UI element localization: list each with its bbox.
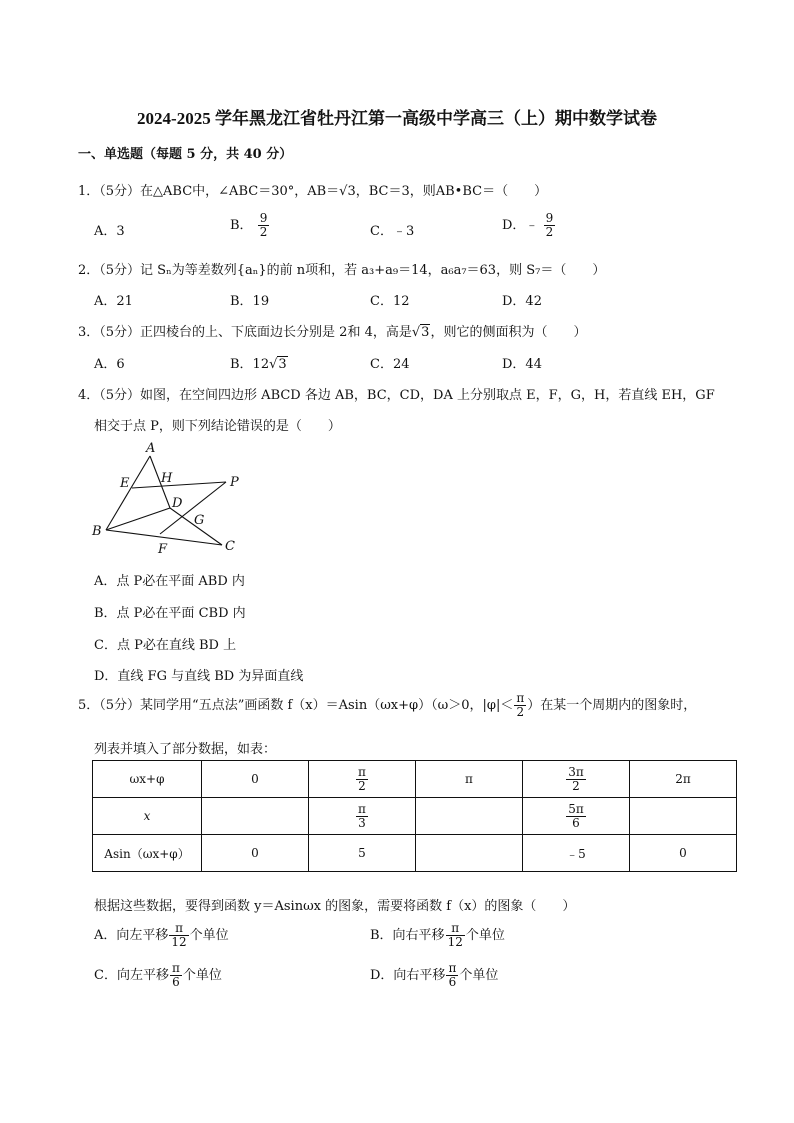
q2-option-d: D．42: [502, 294, 542, 309]
q4-option-d: D．直线 FG 与直线 BD 为异面直线: [94, 669, 304, 684]
fraction-numerator: 3π: [568, 764, 584, 779]
q1-option-b-label: B．: [230, 218, 253, 233]
q2-option-c: C．12: [370, 294, 410, 309]
q3-option-b-radicand: 3: [278, 357, 287, 372]
q3-option-b: B．12√3: [230, 357, 287, 372]
table-cell: [523, 798, 630, 835]
fraction-numerator: π: [171, 961, 180, 975]
question-2-stem: 2．（5分）记 Sₙ为等差数列{aₙ}的前 n项和，若 a₃+a₉＝14，a₆a₇＝63，则 S₇＝（ ）: [78, 263, 606, 278]
question-1-stem: 1．（5分）在△ABC中，∠ABC＝30°，AB＝√3，BC＝3，则AB•BC＝（ ）: [78, 184, 548, 199]
label-f: F: [158, 542, 168, 557]
fraction-denominator: 2: [259, 225, 268, 239]
page-title: 2024-2025 学年黑龙江省牡丹江第一高级中学高三（上）期中数学试卷: [137, 109, 657, 128]
q3-option-d: D．44: [502, 357, 542, 372]
q1-option-b-fraction: [258, 212, 270, 239]
table-row: [93, 835, 737, 872]
q3-option-a: A．6: [94, 357, 125, 372]
cell-fraction: [356, 766, 368, 793]
q3-option-c: C．24: [370, 357, 410, 372]
q5-option-b-unit: 个单位: [465, 928, 505, 943]
table-header-cell: ωx+φ: [93, 761, 202, 798]
q1-option-d-fraction: [544, 212, 556, 239]
question-5-question: 根据这些数据，要得到函数 y＝Asinωx 的图象，需要将函数 f（x）的图象（ ）: [94, 899, 576, 914]
fraction-denominator: 6: [172, 975, 180, 989]
q2-option-b: B．19: [230, 294, 270, 309]
table-row: [93, 798, 737, 835]
fraction-numerator: π: [169, 922, 188, 936]
label-a: A: [146, 441, 156, 456]
fraction-numerator: π: [358, 764, 366, 779]
q4-option-a: A．点 P必在平面 ABD 内: [94, 574, 245, 589]
q2-option-a: A．21: [94, 294, 133, 309]
q5-option-a-label: A．向左平移: [94, 928, 169, 943]
table-cell: [309, 761, 416, 798]
q5-option-c-fraction: [170, 962, 182, 989]
table-cell: [202, 798, 309, 835]
table-cell: [416, 798, 523, 835]
q5-option-d-label: D．向右平移: [370, 968, 446, 983]
section-heading: 一、单选题（每题 5 分，共 40 分）: [78, 147, 293, 162]
table-cell: [309, 798, 416, 835]
q1-option-d-label: D．﹣: [502, 218, 539, 233]
q3-option-b-label: B．12: [230, 357, 270, 372]
fraction-denominator: 2: [572, 778, 580, 793]
fraction-denominator: 2: [545, 225, 554, 239]
table-header-cell: x: [93, 798, 202, 835]
q1-option-a: A．3: [94, 224, 125, 239]
fraction-numerator: 9: [259, 211, 268, 225]
q3-stem-tail: ，则它的侧面积为（ ）: [430, 325, 587, 340]
table-cell: 0: [202, 761, 309, 798]
fraction-numerator: π: [446, 922, 465, 936]
cell-fraction: [356, 803, 368, 830]
edge-bd: [106, 508, 170, 530]
q5-option-a-unit: 个单位: [189, 928, 229, 943]
label-p: P: [230, 475, 239, 490]
fraction-denominator: 6: [448, 975, 457, 989]
table-cell: 0: [630, 835, 737, 872]
fraction-numerator: π: [448, 961, 457, 975]
q5-option-d-fraction: [446, 962, 458, 989]
five-point-table: [92, 760, 737, 872]
line-ehp: [132, 482, 226, 488]
q3-radicand: 3: [421, 325, 430, 340]
fraction-denominator: 2: [358, 778, 366, 793]
question-5-stem-line1: [78, 692, 696, 719]
fraction-numerator: π: [358, 801, 366, 816]
table-row: [93, 761, 737, 798]
table-cell: [416, 835, 523, 872]
fraction-denominator: 2: [516, 705, 525, 719]
q5-option-a: [94, 922, 229, 949]
cell-fraction: [566, 803, 586, 830]
quadrilateral-figure: [88, 440, 258, 560]
fraction-denominator: 3: [358, 815, 366, 830]
table-cell: [630, 798, 737, 835]
question-5-stem-line2: 列表并填入了部分数据，如表：: [94, 742, 277, 757]
q5-option-a-fraction: [169, 922, 188, 949]
fraction-denominator: 6: [572, 815, 580, 830]
q5-stem-text: 5．（5分）某同学用“五点法”画函数 f（x）＝Asin（ωx+φ）（ω＞0，|φ|＜: [78, 698, 514, 713]
q1-option-d: [502, 212, 556, 239]
label-e: E: [120, 476, 130, 491]
q4-option-c: C．点 P必在直线 BD 上: [94, 638, 237, 653]
table-cell: π: [416, 761, 523, 798]
q5-option-d-unit: 个单位: [459, 968, 499, 983]
label-d: D: [172, 496, 183, 511]
fraction-numerator: 9: [545, 211, 554, 225]
q4-option-b: B．点 P必在平面 CBD 内: [94, 606, 246, 621]
q3-stem-text: 3．（5分）正四棱台的上、下底面边长分别是 2和 4，高是: [78, 325, 412, 340]
q1-option-b: [230, 212, 270, 239]
question-4-stem-line1: 4．（5分）如图，在空间四边形 ABCD 各边 AB，BC，CD，DA 上分别取点 E，F，G，H，若直线 EH，GF: [78, 388, 715, 403]
fraction-denominator: 12: [447, 935, 463, 949]
label-b: B: [92, 524, 102, 539]
q5-option-c: [94, 962, 222, 989]
label-h: H: [161, 471, 173, 486]
table-cell: [523, 761, 630, 798]
q5-option-c-unit: 个单位: [182, 968, 222, 983]
cell-fraction: [566, 766, 586, 793]
q5-stem-fraction: [514, 692, 526, 719]
fraction-denominator: 12: [171, 935, 187, 949]
q5-option-b-fraction: [446, 922, 465, 949]
fraction-numerator: π: [516, 691, 525, 705]
table-cell: 0: [202, 835, 309, 872]
label-g: G: [194, 513, 205, 528]
table-header-cell: Asin（ωx+φ）: [93, 835, 202, 872]
label-c: C: [225, 539, 235, 554]
q5-option-b: [370, 922, 505, 949]
q5-stem-tail: ）在某一个周期内的图象时，: [527, 698, 697, 713]
table-cell: ﹣5: [523, 835, 630, 872]
q1-option-c: C．﹣3: [370, 224, 415, 239]
q5-option-b-label: B．向右平移: [370, 928, 445, 943]
question-3-stem: 3．（5分）正四棱台的上、下底面边长分别是 2和 4，高是√3，则它的侧面积为（ ）: [78, 325, 587, 340]
q5-option-c-label: C．向左平移: [94, 968, 169, 983]
q5-option-d: [370, 962, 498, 989]
question-4-stem-line2: 相交于点 P，则下列结论错误的是（ ）: [94, 419, 341, 434]
table-cell: 5: [309, 835, 416, 872]
edge-ab: [106, 456, 150, 530]
fraction-numerator: 5π: [568, 801, 584, 816]
table-cell: 2π: [630, 761, 737, 798]
